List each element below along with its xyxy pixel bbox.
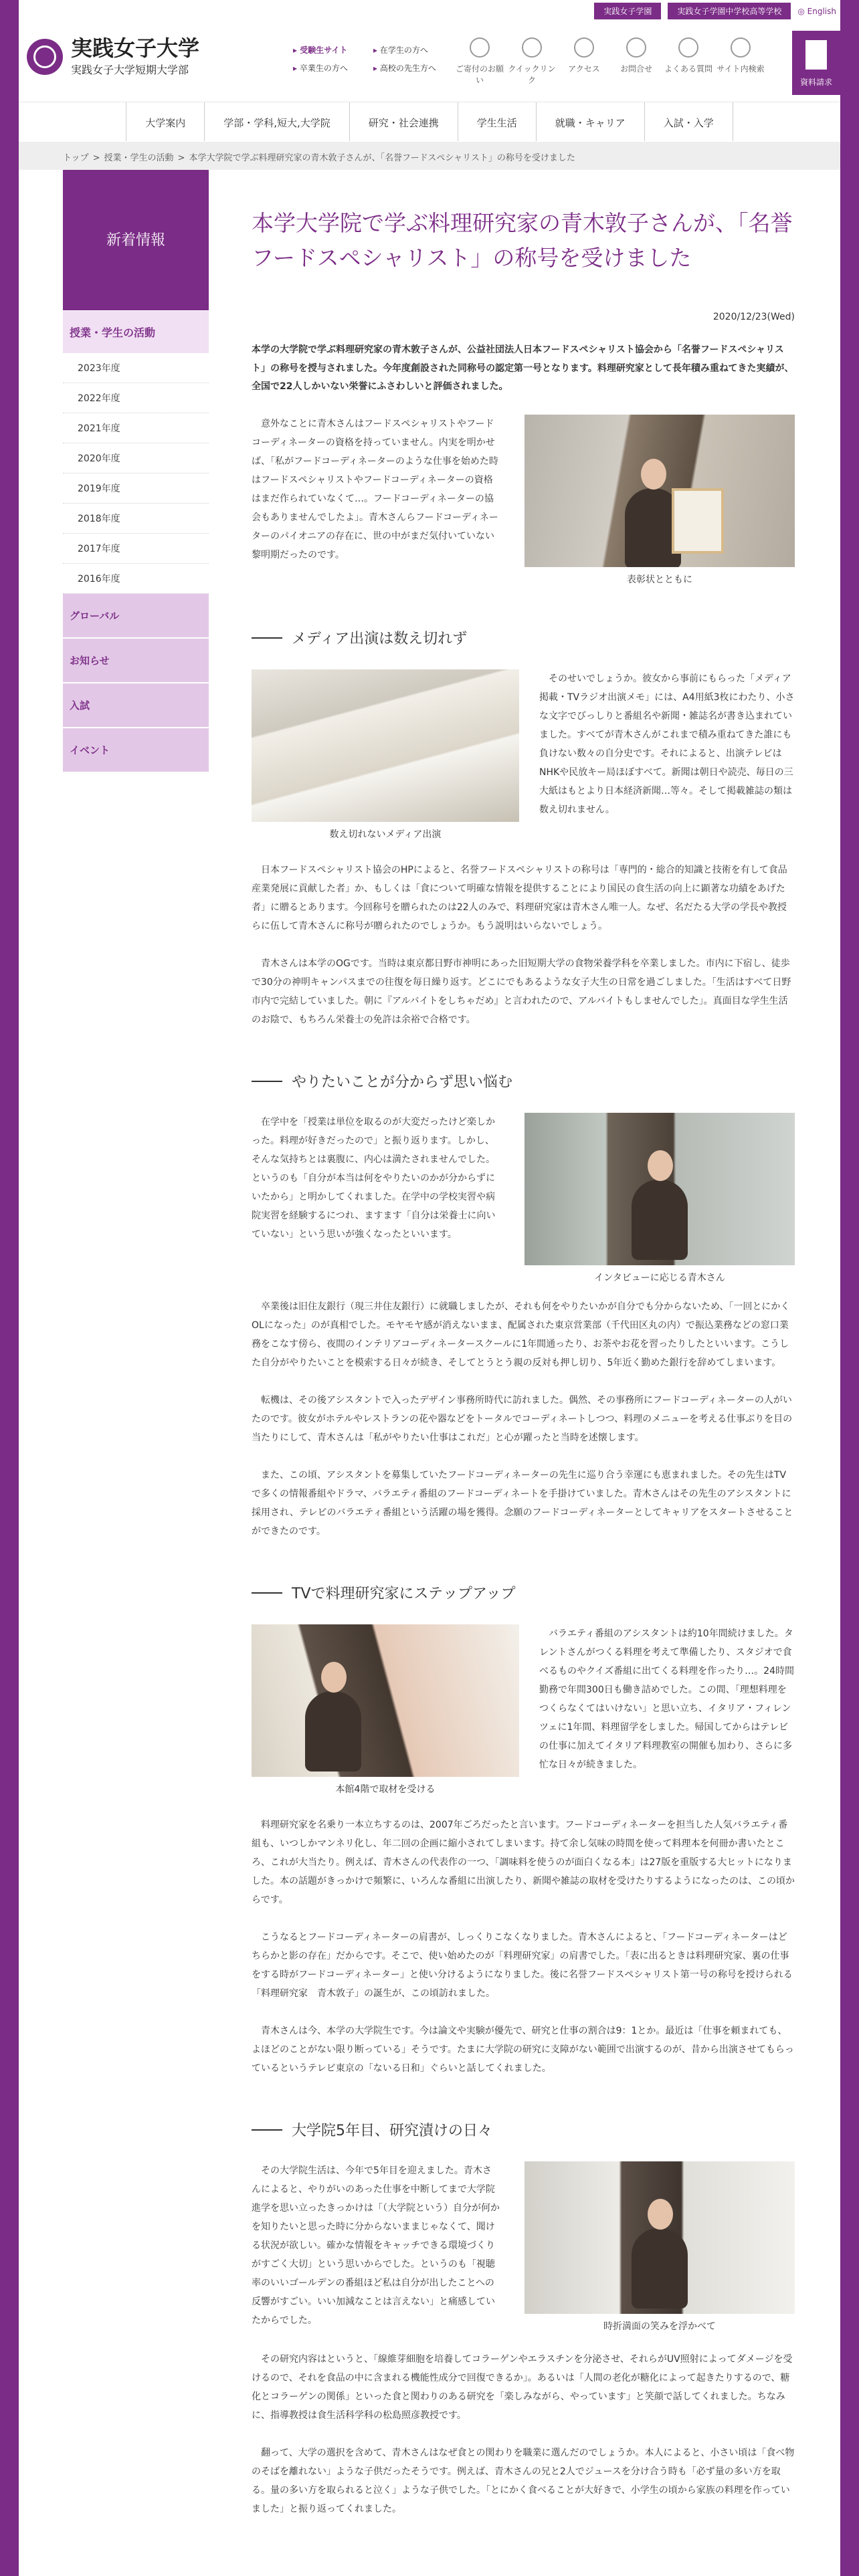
paragraph: そのせいでしょうか。彼女から事前にもらった「メディア掲載・TVラジオ出演メモ」には、A4用紙3枚にわたり、小さな文字でびっしりと番組名や新聞・雑誌名が書き込まれていました。すべてが青木さんがこれまで積み重ねてきた誰にも負けない数々の自分史です。それによると、出演テレビはNHKや民放キー局ほぼすべて。新聞は朝日や読売、毎日の三大紙はもとより日本経済新聞…等々。そして掲載雑誌の類は数え切れません。	[539, 673, 795, 816]
section-heading-struggle: やりたいことが分からず思い悩む	[252, 1071, 795, 1091]
section-award	[252, 415, 795, 586]
figure	[524, 1113, 795, 1284]
util-faq[interactable]	[662, 37, 714, 86]
paragraph: 青木さんは今、本学の大学院生です。今は論文や実験が優先で、研究と仕事の割合は9：1とか。最近は「仕事を頼まれても、よほどのことがない限り断っている」そうです。たまに大学院の研究に支障がない範囲で出演するのが、昔から出演させてもらっているというテレビ東京の「ないる日和」ぐらいと話してくれました。	[252, 2026, 794, 2074]
sidebar-item-events[interactable]: イベント	[63, 728, 209, 773]
figure	[524, 415, 795, 586]
link-current-students[interactable]: ▸ 在学生の方へ	[373, 44, 474, 56]
section-heading-research: 大学院5年目、研究漬けの日々	[252, 2119, 795, 2140]
breadcrumb-top[interactable]: トップ	[63, 153, 89, 163]
link-alumni[interactable]: ▸ 卒業生の方へ	[293, 62, 373, 74]
link-teachers[interactable]: ▸ 高校の先生方へ	[373, 62, 474, 74]
top-links	[594, 3, 836, 19]
sidebar-item-news[interactable]: お知らせ	[63, 639, 209, 683]
question-icon	[678, 37, 698, 58]
section-media	[252, 669, 795, 841]
util-contact[interactable]	[610, 37, 662, 86]
sidebar-year-2023[interactable]: 2023年度	[63, 353, 209, 383]
sidebar-year-2022[interactable]: 2022年度	[63, 383, 209, 413]
photo-caption: 数え切れないメディア出演	[329, 829, 442, 841]
english-link[interactable]: ◎ English	[797, 6, 836, 16]
util-label: お問合せ	[619, 64, 652, 74]
util-quicklink[interactable]	[506, 37, 558, 86]
gnav-about[interactable]: 大学案内	[126, 102, 204, 141]
sidebar-year-2018[interactable]: 2018年度	[63, 504, 209, 534]
site-logo[interactable]	[27, 37, 199, 77]
mail-icon	[626, 37, 646, 58]
breadcrumb-current: 本学大学院で学ぶ料理研究家の青木敦子さんが、「名誉フードスペシャリスト」の称号を受けました	[189, 153, 575, 163]
paragraph: その研究内容はというと、「線維芽細胞を培養してコラーゲンやエラスチンを分泌させ、それらがUV照射によってダメージを受けるので、それを食品の中に含まれる機能性成分で回復できるか」。あるいは「人間の老化が糖化によって起きたりするので、糖化とコラーゲンの関係」といった食と関わりのある研究を「楽しみながら、やっています」と笑顔で話してくれました。ちなみに、指導教授は食生活科学科の松島照彦教授です。	[252, 2354, 793, 2422]
util-label: サイト内検索	[717, 64, 765, 74]
top-link-highschool[interactable]: 実践女子学園中学校高等学校	[668, 3, 791, 19]
certificate-shape	[672, 488, 724, 554]
gnav-admissions[interactable]: 入試・入学	[644, 102, 733, 141]
person-figure	[632, 1180, 688, 1260]
section-heading-media: メディア出演は数え切れず	[252, 627, 795, 648]
paragraph: バラエティ番組のアシスタントは約10年間続けました。タレントさんがつくる料理を考えて準備したり、スタジオで食べるものやクイズ番組に出てくる料理を作ったり…。24時間勤務で年間300日も働き詰めでした。この間、「理想料理をつくらなくてはいけない」と思い立ち、イタリア・フィレンツェに1年間、料理留学をしました。帰国してからはテレビの仕事に加えてイタリア料理教室の開催も加わり、さらに多忙な日々が続きました。	[539, 1628, 794, 1771]
article-lead: 本学の大学院で学ぶ料理研究家の青木敦子さんが、公益社団法人日本フードスペシャリスト協会から「名誉フードスペシャリスト」の称号を授与されました。今年度創設された同称号の認定第一号となります。料理研究家として長年積み重ねてきた実績が、全国で22人しかいない栄誉にふさわしいと評価されました。	[252, 344, 794, 392]
photo-interview	[524, 1113, 795, 1265]
paragraph: 卒業後は旧住友銀行（現三井住友銀行）に就職しましたが、それも何をやりたいかが自分でも分からないため、「一回とにかくOLになった」のが真相でした。モヤモヤ感が消えないまま、配属された東京営業部（千代田区丸の内）で振込業務などの窓口業務をこなす傍ら、夜間のインテリアコーディネータースクールに1年間通ったり、お茶やお花を習ったりしたといいます。こうした自分がやりたいことを模索する日々が続き、そしてとうとう親の反対も押し切り、5年近く勤めた銀行を辞めてしまいます。	[252, 1301, 790, 1369]
util-search[interactable]	[714, 37, 767, 86]
paragraph: 意外なことに青木さんはフードスペシャリストやフードコーディネーターの資格を持っていません。内実を明かせば、「私がフードコーディネーターのような仕事を始めた時はフードスペシャリストやフードコーディネーターの資格はまだ作られていなくて…。フードコーディネーターの協会もありませんでしたよ」。青木さんらフードコーディネーターのパイオニアの存在に、世の中がまだ気付いていない黎明期だったのです。	[252, 419, 498, 561]
breadcrumb: トップ > 授業・学生の活動 > 本学大学院で学ぶ料理研究家の青木敦子さんが、「名誉フードスペシャリスト」の称号を受けました	[19, 142, 840, 170]
article-title: 本学大学院で学ぶ料理研究家の青木敦子さんが、「名誉フードスペシャリスト」の称号を受けました	[252, 210, 793, 272]
util-donation[interactable]	[454, 37, 506, 86]
logo-subtitle: 実践女子大学短期大学部	[71, 63, 189, 76]
sidebar-year-2017[interactable]: 2017年度	[63, 534, 209, 564]
bookmark-icon	[522, 37, 542, 58]
article	[252, 170, 795, 2518]
top-link-gakuen[interactable]: 実践女子学園	[594, 3, 661, 19]
article-date: 2020/12/23(Wed)	[712, 312, 795, 323]
util-label: クイックリンク	[508, 64, 556, 85]
person-figure	[632, 2228, 688, 2309]
gnav-career[interactable]: 就職・キャリア	[536, 102, 644, 141]
photo-caption: 本館4階で取材を受ける	[335, 1784, 436, 1796]
section-tv	[252, 1624, 795, 1796]
person-icon	[574, 37, 594, 58]
logo-title: 実践女子大学	[71, 35, 200, 61]
gnav-research[interactable]: 研究・社会連携	[349, 102, 458, 141]
sidebar-year-list	[63, 353, 209, 594]
section-research	[252, 2161, 795, 2333]
sidebar-item-admissions[interactable]: 入試	[63, 683, 209, 728]
paragraph: また、この頃、アシスタントを募集していたフードコーディネーターの先生に巡り合う幸運にも恵まれました。その先生はTVで多くの情報番組やドラマ、バラエティ番組のフードコーディネートを手掛けていました。青木さんはその先生のアシスタントに採用され、テレビのバラエティ番組という活躍の場を獲得。念願のフードコーディネーターとしてキャリアをスタートさせることができたのです。	[252, 1470, 793, 1537]
paragraph: 料理研究家を名乗り一本立ちするのは、2007年ごろだったと言います。フードコーディネーターを担当した人気バラエティ番組も、いつしかマンネリ化し、年二回の企画に縮小されてしまいます。持て余し気味の時間を使って料理本を何冊か書いたところ、これが大当たり。例えば、青木さんの代表作の一つ、「調味料を使うのが面白くなる本」は27版を重版する大ヒットになりました。本の話題がきっかけで頻繁に、いろんな番組に出演したり、新聞や雑誌の取材を受けたりするようになったのは、この頃からです。	[252, 1820, 795, 1906]
site-header	[19, 0, 840, 102]
paragraph: 在学中を「授業は単位を取るのが大変だったけど楽しかった。料理が好きだったので」と振り返ります。しかし、そんな気持ちとは裏腹に、内心は満たされませんでした。というのも「自分が本当は何をやりたいのかが分からずにいたから」と明かしてくれました。在学中の学校実習や病院実習を経験するにつれ、ますます「自分は栄養士に向いていない」という思いが強くなったといいます。	[252, 1117, 496, 1241]
request-label: 資料請求	[799, 78, 832, 87]
gnav-faculties[interactable]: 学部・学科,短大,大学院	[204, 102, 349, 141]
sidebar-item-global[interactable]: グローバル	[63, 594, 209, 639]
main-area	[19, 170, 840, 2576]
figure	[524, 2161, 795, 2333]
photo-caption: 時折満面の笑みを浮かべて	[603, 2321, 716, 2333]
sidebar-year-2016[interactable]: 2016年度	[63, 564, 209, 594]
photo-interview-room	[252, 1624, 519, 1777]
sidebar-year-2021[interactable]: 2021年度	[63, 413, 209, 443]
sidebar-year-2019[interactable]: 2019年度	[63, 473, 209, 504]
paragraph: 翻って、大学の選択を含めて、青木さんはなぜ食との関わりを職業に選んだのでしょうか。本人によると、小さい頃は「食べ物のそばを離れない」ような子供だったそうです。例えば、青木さんの兄と2人でジュースを分け合う時も「必ず量の多い方を取る。量の多い方を取られると泣く」ような子供でした。「とにかく食べることが大好きで、小学生の頃から家族の料理を作っていました」と振り返ってくれました。	[252, 2448, 795, 2515]
util-label: よくある質問	[664, 64, 712, 74]
photo-certificate	[524, 415, 795, 567]
photo-caption: インタビューに応じる青木さん	[594, 1273, 725, 1284]
gnav-campus-life[interactable]: 学生生活	[458, 102, 536, 141]
sidebar	[63, 170, 209, 773]
leaf-icon	[470, 37, 490, 58]
utility-nav	[454, 37, 767, 86]
section-struggle	[252, 1113, 795, 1284]
paragraph: その大学院生活は、今年で5年目を迎えました。青木さんによると、やりがいのあった仕事を中断してまで大学院進学を思い立ったきっかけは「（大学院という）自分が何かを知りたいと思った時に分からないままじゃなくて、聞ける状況が欲しい。確かな情報をキャッチできる環境づくりがすごく大切」という思いからでした。というのも「視聴率のいいゴールデンの番組ほど私は自分が出したことへの反響がすごい。いい加減なことは言えない」と痛感していたからでした。	[252, 2165, 500, 2327]
util-label: ご寄付のお願い	[455, 64, 504, 85]
brochure-icon	[805, 40, 827, 70]
link-applicants[interactable]: ▸ 受験生サイト	[293, 44, 373, 56]
search-icon	[731, 37, 751, 58]
audience-links	[293, 44, 474, 74]
figure	[252, 1624, 519, 1796]
paragraph: 日本フードスペシャリスト協会のHPによると、名誉フードスペシャリストの称号は「専門的・総合的知識と技術を有して食品産業発展に貢献した者」か、もしくは「食について明確な情報を提供することにより国民の食生活の向上に顕著な功績をあげた者」に贈るとあります。今回称号を贈られたのは22人のみで、料理研究家は青木さん唯一人。なぜ、名だたる大学の学長や教授らに伍して青木さんに称号が贈られたのでしょうか。もう説明はいらないでしょう。	[252, 865, 787, 932]
paragraph: 転機は、その後アシスタントで入ったデザイン事務所時代に訪れました。偶然、その事務所にフードコーディネーターの人がいたのです。彼女がホテルやレストランの花や器などをトータルでコーディネートしつつ、料理のメニューを考える仕事ぶりを目の当たりにして、青木さんは「私がやりたい仕事はこれだ」と心が躍ったと当時を述懐します。	[252, 1395, 793, 1444]
photo-caption: 表彰状とともに	[627, 574, 692, 586]
photo-smile	[524, 2161, 795, 2314]
util-access[interactable]	[558, 37, 610, 86]
university-emblem-icon	[27, 39, 63, 75]
section-heading-tv: TVで料理研究家にステップアップ	[252, 1582, 795, 1603]
sidebar-heading: 新着情報	[63, 170, 209, 310]
request-brochure-button[interactable]	[792, 31, 840, 95]
photo-media-notes	[252, 669, 519, 822]
global-nav	[19, 102, 840, 143]
figure	[252, 669, 519, 841]
paragraph: こうなるとフードコーディネーターの肩書が、しっくりこなくなりました。青木さんによると、「フードコーディネーターはどちらかと影の存在」だからです。そこで、使い始めたのが「料理研究家」の肩書でした。「表に出るときは料理研究家、裏の仕事をする時がフードコーディネーター」と使い分けるようになりました。後に名誉フードスペシャリスト第一号の称号を授けられる「料理研究家 青木敦子」の誕生が、この頃訪れました。	[252, 1932, 793, 2000]
sidebar-year-2020[interactable]: 2020年度	[63, 443, 209, 473]
util-label: アクセス	[568, 64, 600, 74]
breadcrumb-activities[interactable]: 授業・学生の活動	[104, 153, 174, 163]
paragraph: 青木さんは本学のOGです。当時は東京都日野市神明にあった旧短期大学の食物栄養学科を卒業しました。市内に下宿し、徒歩で30分の神明キャンパスまでの往復を毎日繰り返す。どこにでもあるような女子大生の日常を過ごしました。「生活はすべて日野市内で完結していました。朝に『アルバイトをしちゃだめ』と言われたので、アルバイトもしませんでした」。真面目な学生生活のお陰で、もちろん栄養士の免許は余裕で合格です。	[252, 958, 791, 1026]
english-label: English	[807, 6, 836, 16]
sidebar-category-activities[interactable]: 授業・学生の活動	[63, 310, 209, 353]
person-figure	[305, 1691, 361, 1772]
